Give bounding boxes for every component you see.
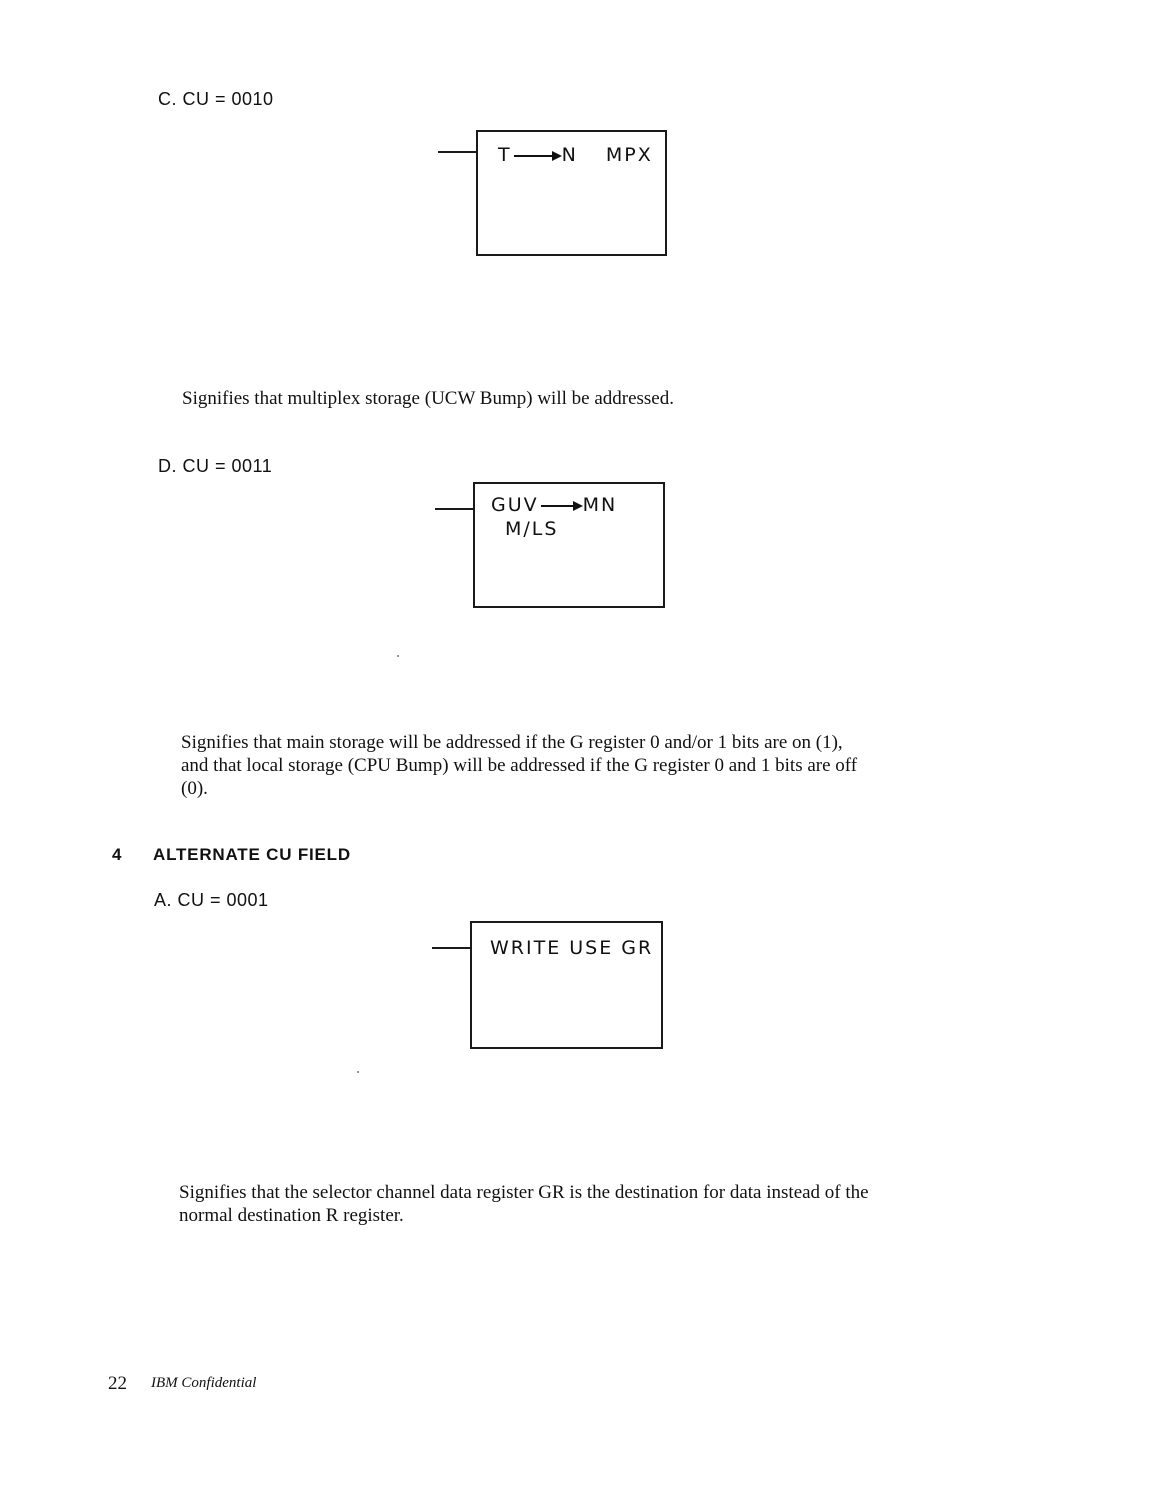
box-a-content: WRITE USE GR — [490, 937, 654, 959]
box-c-extra: MPX — [605, 144, 653, 166]
connector-line — [432, 947, 470, 949]
box-c-content — [498, 144, 653, 166]
section-d-label: D. CU = 0011 — [158, 456, 273, 476]
footer-text: IBM Confidential — [151, 1375, 257, 1391]
register-box-c — [476, 130, 667, 256]
description-line: normal destination R register. — [179, 1205, 404, 1226]
section-c-description: Signifies that multiplex storage (UCW Bump) will be addressed. — [182, 388, 674, 409]
connector-line — [438, 151, 476, 153]
section-d-description — [181, 731, 1041, 800]
description-line: (0). — [181, 778, 208, 799]
box-c-source: T — [498, 144, 512, 166]
section-title: ALTERNATE CU FIELD — [153, 845, 351, 864]
section-c-label: C. CU = 0010 — [158, 89, 274, 109]
box-d-content-line1 — [491, 494, 617, 516]
box-d-target: MN — [582, 494, 618, 516]
register-box-a — [470, 921, 663, 1049]
box-d-source: GUV — [491, 494, 539, 516]
description-line: and that local storage (CPU Bump) will be addressed if the G register 0 and 1 bits are off — [181, 755, 858, 776]
arrow-right-icon — [514, 155, 560, 157]
section-number: 4 — [112, 845, 122, 864]
box-c-target: N — [561, 144, 578, 166]
scan-speck — [397, 655, 399, 657]
page-number: 22 — [108, 1373, 127, 1394]
box-d-content-line2: M/LS — [505, 518, 559, 540]
scan-speck — [357, 1071, 359, 1073]
description-line: Signifies that the selector channel data register GR is the destination for data instead of the — [179, 1182, 869, 1203]
description-line: Signifies that main storage will be addressed if the G register 0 and/or 1 bits are on (1), — [181, 732, 843, 753]
register-box-d — [473, 482, 665, 608]
section-a-description — [179, 1181, 1039, 1227]
connector-line — [435, 508, 473, 510]
section-a-label: A. CU = 0001 — [154, 890, 269, 910]
arrow-right-icon — [541, 505, 581, 507]
